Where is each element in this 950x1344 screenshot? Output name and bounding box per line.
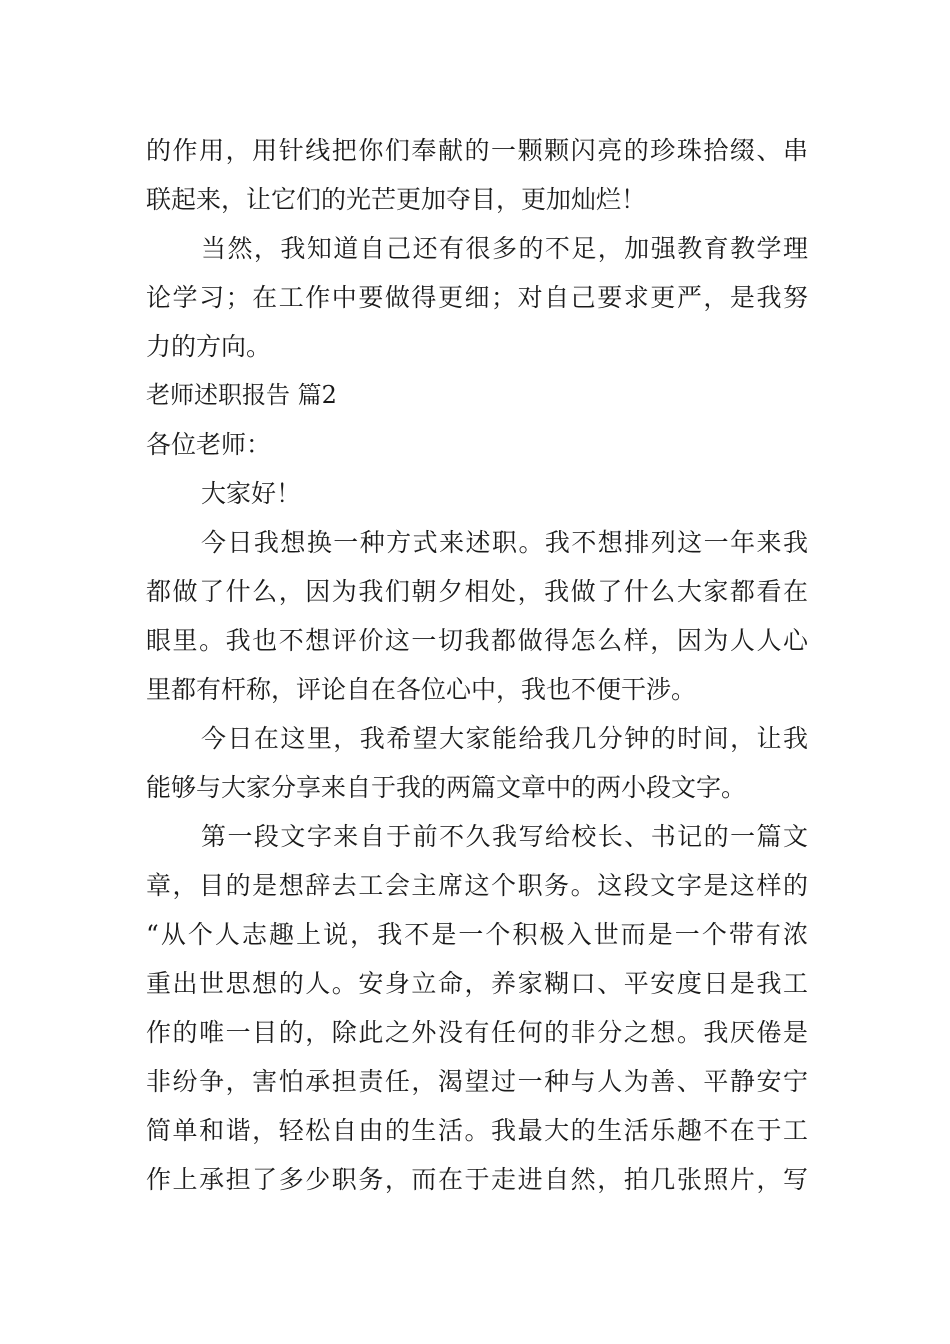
text-line: 作的唯一目的，除此之外没有任何的非分之想。我厌倦是 [146, 1018, 808, 1047]
text-line: 大家好！ [201, 479, 302, 508]
text-line: 能够与大家分享来自于我的两篇文章中的两小段文字。 [146, 773, 747, 802]
text-line: 简单和谐，轻松自由的生活。我最大的生活乐趣不在于工 [146, 1116, 808, 1145]
text-line: 联起来，让它们的光芒更加夺目，更加灿烂！ [146, 185, 647, 214]
text-line: 里都有杆称，评论自在各位心中，我也不便干涉。 [146, 675, 697, 704]
text-line: 的作用，用针线把你们奉献的一颗颗闪亮的珍珠拾缀、串 [146, 136, 808, 165]
text-line: 各位老师： [146, 430, 272, 459]
text-line: “从个人志趣上说，我不是一个积极入世而是一个带有浓 [146, 920, 808, 949]
text-line: 今日在这里，我希望大家能给我几分钟的时间，让我 [201, 724, 808, 753]
text-line: 力的方向。 [146, 332, 272, 361]
text-line: 今日我想换一种方式来述职。我不想排列这一年来我 [201, 528, 808, 557]
text-line: 重出世思想的人。安身立命，养家糊口、平安度日是我工 [146, 969, 808, 998]
text-line: 章，目的是想辞去工会主席这个职务。这段文字是这样的 [146, 871, 808, 900]
text-line: 都做了什么，因为我们朝夕相处，我做了什么大家都看在 [146, 577, 808, 606]
text-line: 眼里。我也不想评价这一切我都做得怎么样，因为人人心 [146, 626, 808, 655]
document-body [146, 126, 808, 1204]
text-line: 第一段文字来自于前不久我写给校长、书记的一篇文 [201, 822, 808, 851]
text-line: 当然，我知道自己还有很多的不足，加强教育教学理 [201, 234, 808, 263]
text-line: 论学习；在工作中要做得更细；对自己要求更严，是我努 [146, 283, 808, 312]
text-line: 非纷争，害怕承担责任，渴望过一种与人为善、平静安宁 [146, 1067, 808, 1096]
text-line: 作上承担了多少职务，而在于走进自然，拍几张照片，写 [146, 1165, 808, 1194]
section-heading: 老师述职报告 篇2 [146, 381, 337, 409]
